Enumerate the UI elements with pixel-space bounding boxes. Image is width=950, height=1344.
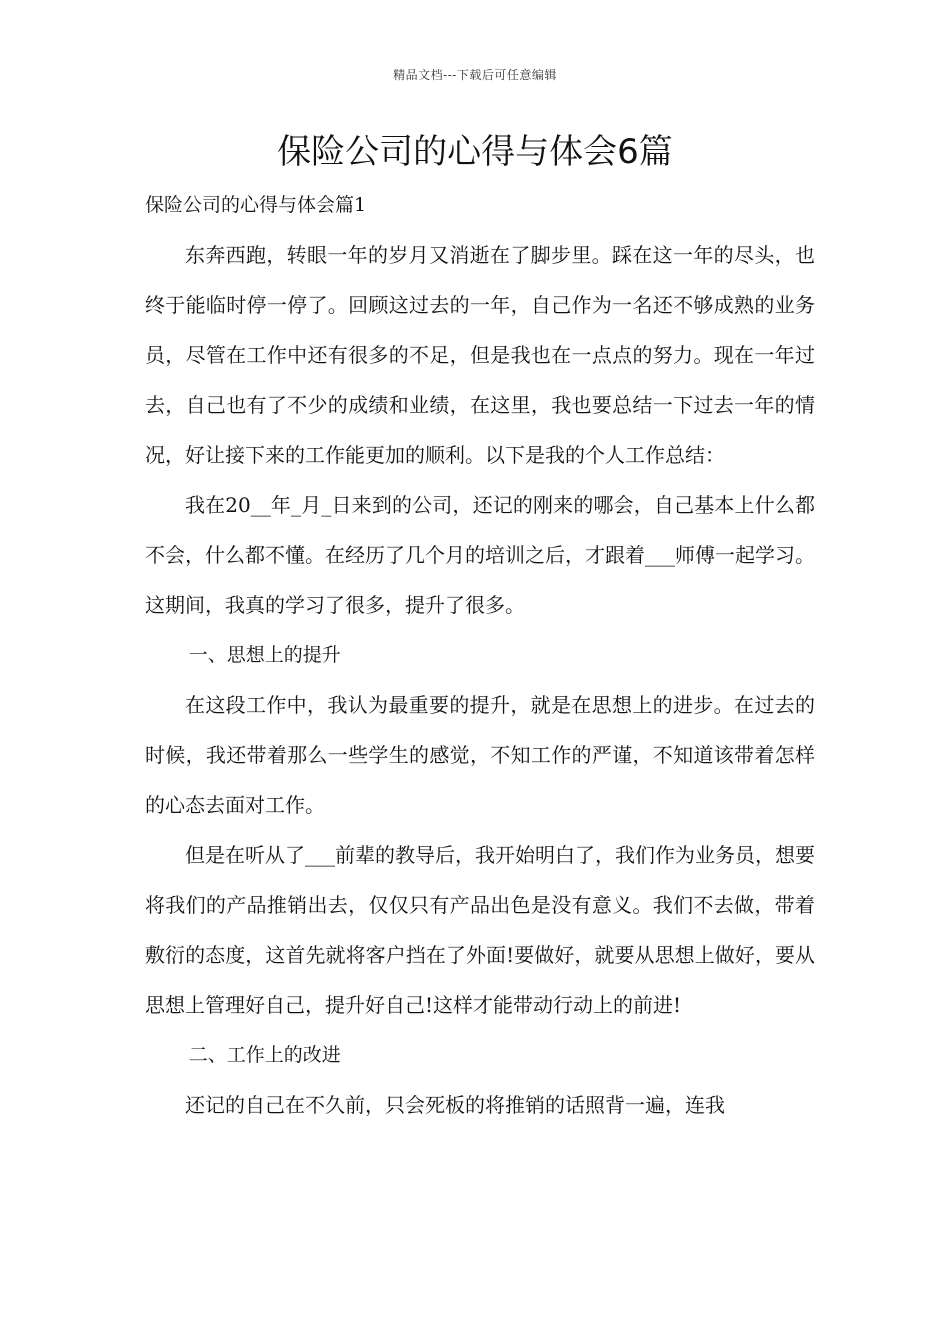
paragraph-5: 还记的自己在不久前，只会死板的将推销的话照背一遍，连我 bbox=[185, 1093, 725, 1117]
paragraph-1: 东奔西跑，转眼一年的岁月又消逝在了脚步里。踩在这一年的尽头，也终于能临时停一停了。回顾这过去的一年，自己作为一名还不够成熟的业务员，尽管在工作中还有很多的不足，但是我也在一点点的努力。现在一年过去，自己也有了不少的成绩和业绩，在这里，我也要总结一下过去一年的情况，好让接下来的工作能更加的顺利。以下是我的个人工作总结： bbox=[145, 243, 815, 467]
paragraph-3: 在这段工作中，我认为最重要的提升，就是在思想上的进步。在过去的时候，我还带着那么一些学生的感觉，不知工作的严谨，不知道该带着怎样的心态去面对工作。 bbox=[145, 693, 815, 817]
sub-heading-2: 二、工作上的改进 bbox=[188, 1044, 341, 1066]
header-note: 精品文档---下载后可任意编辑 bbox=[393, 68, 557, 82]
document-title: 保险公司的心得与体会6篇 bbox=[277, 132, 673, 172]
paragraph-4: 但是在听从了___前辈的教导后，我开始明白了，我们作为业务员，想要将我们的产品推销出去，仅仅只有产品出色是没有意义。我们不去做，带着敷衍的态度，这首先就将客户挡在了外面!要做好，就要从思想上做好，要从思想上管理好自己，提升好自己!这样才能带动行动上的前进! bbox=[145, 843, 815, 1017]
document-body bbox=[145, 180, 815, 1130]
paragraph-2: 我在20__年_月_日来到的公司，还记的刚来的哪会，自己基本上什么都不会，什么都不懂。在经历了几个月的培训之后，才跟着___师傅一起学习。这期间，我真的学习了很多，提升了很多。 bbox=[145, 493, 815, 617]
sub-heading-1: 一、思想上的提升 bbox=[188, 644, 341, 666]
section-heading: 保险公司的心得与体会篇1 bbox=[145, 194, 367, 216]
